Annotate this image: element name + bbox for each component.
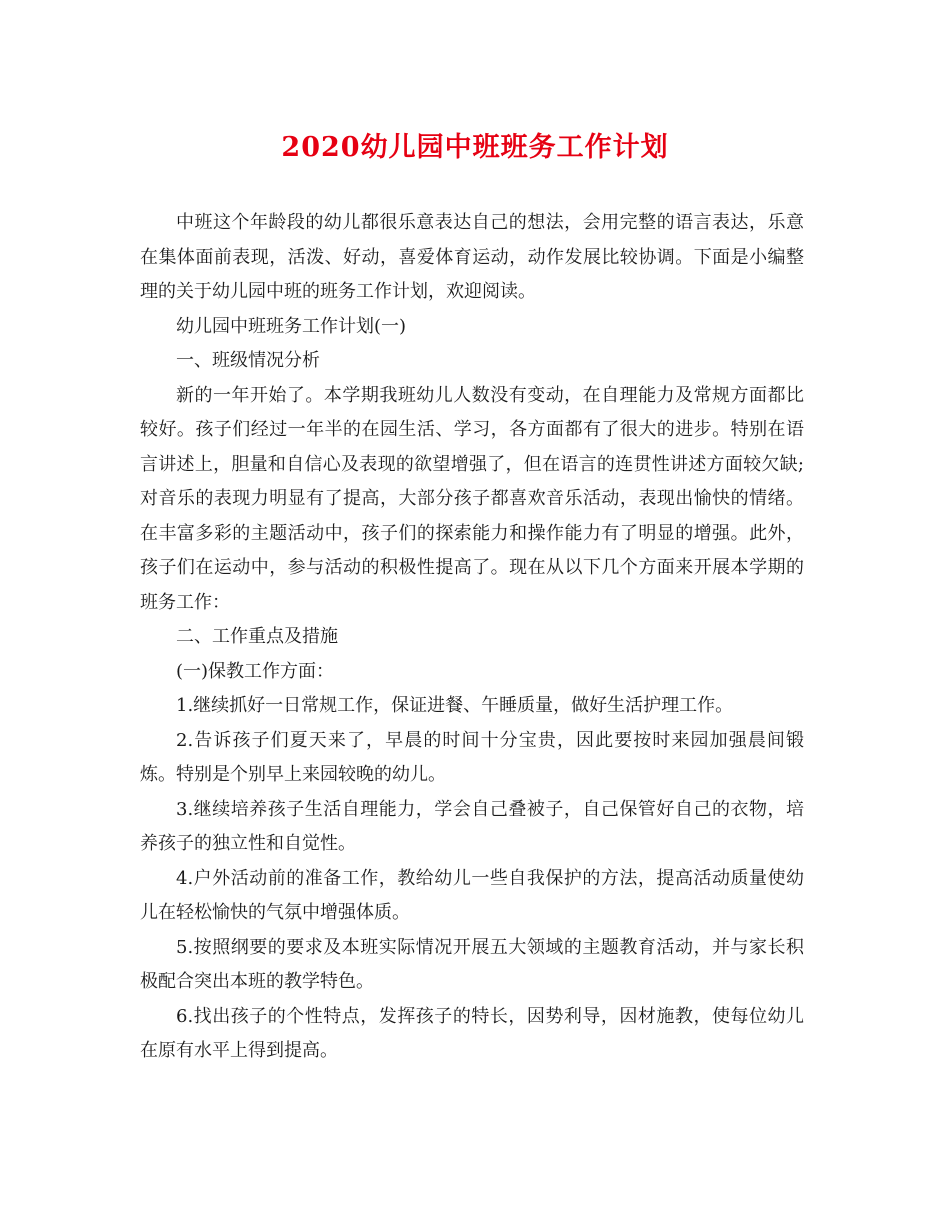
paragraph-plan-heading: 幼儿园中班班务工作计划(一): [176, 315, 407, 337]
paragraph-item-6: 6.找出孩子的个性特点，发挥孩子的特长，因势利导，因材施教，使每位幼儿在原有水平上得到提高。: [140, 1005, 804, 1061]
paragraph-item-2: 2.告诉孩子们夏天来了，早晨的时间十分宝贵，因此要按时来园加强晨间锻炼。特别是个别早上来园较晚的幼儿。: [140, 729, 804, 785]
paragraph-item-3: 3.继续培养孩子生活自理能力，学会自己叠被子，自己保管好自己的衣物，培养孩子的独立性和自觉性。: [140, 798, 804, 854]
paragraph-subsection-1-heading: (一)保教工作方面：: [176, 660, 335, 682]
document-title: 2020幼儿园中班班务工作计划: [281, 132, 669, 163]
paragraph-item-5: 5.按照纲要的要求及本班实际情况开展五大领域的主题教育活动，并与家长积极配合突出本班的教学特色。: [140, 936, 804, 992]
paragraph-intro: 中班这个年龄段的幼儿都很乐意表达自己的想法，会用完整的语言表达，乐意在集体面前表现，活泼、好动，喜爱体育运动，动作发展比较协调。下面是小编整理的关于幼儿园中班的班务工作计划，欢迎阅读。: [140, 212, 804, 302]
paragraph-section-2-heading: 二、工作重点及措施: [176, 626, 338, 647]
paragraph-item-1: 1.继续抓好一日常规工作，保证进餐、午睡质量，做好生活护理工作。: [176, 695, 734, 716]
paragraph-section-1-heading: 一、班级情况分析: [176, 350, 320, 371]
paragraph-class-analysis: 新的一年开始了。本学期我班幼儿人数没有变动，在自理能力及常规方面都比较好。孩子们经过一年半的在园生活、学习，各方面都有了很大的进步。特别在语言讲述上，胆量和自信心及表现的欲望增强了，但在语言的连贯性讲述方面较欠缺;对音乐的表现力明显有了提高，大部分孩子都喜欢音乐活动，表现出愉快的情绪。在丰富多彩的主题活动中，孩子们的探索能力和操作能力有了明显的增强。此外，孩子们在运动中，参与活动的积极性提高了。现在从以下几个方面来开展本学期的班务工作：: [140, 384, 804, 613]
paragraph-item-4: 4.户外活动前的准备工作，教给幼儿一些自我保护的方法，提高活动质量使幼儿在轻松愉快的气氛中增强体质。: [140, 867, 804, 923]
document-body: [140, 206, 804, 1069]
